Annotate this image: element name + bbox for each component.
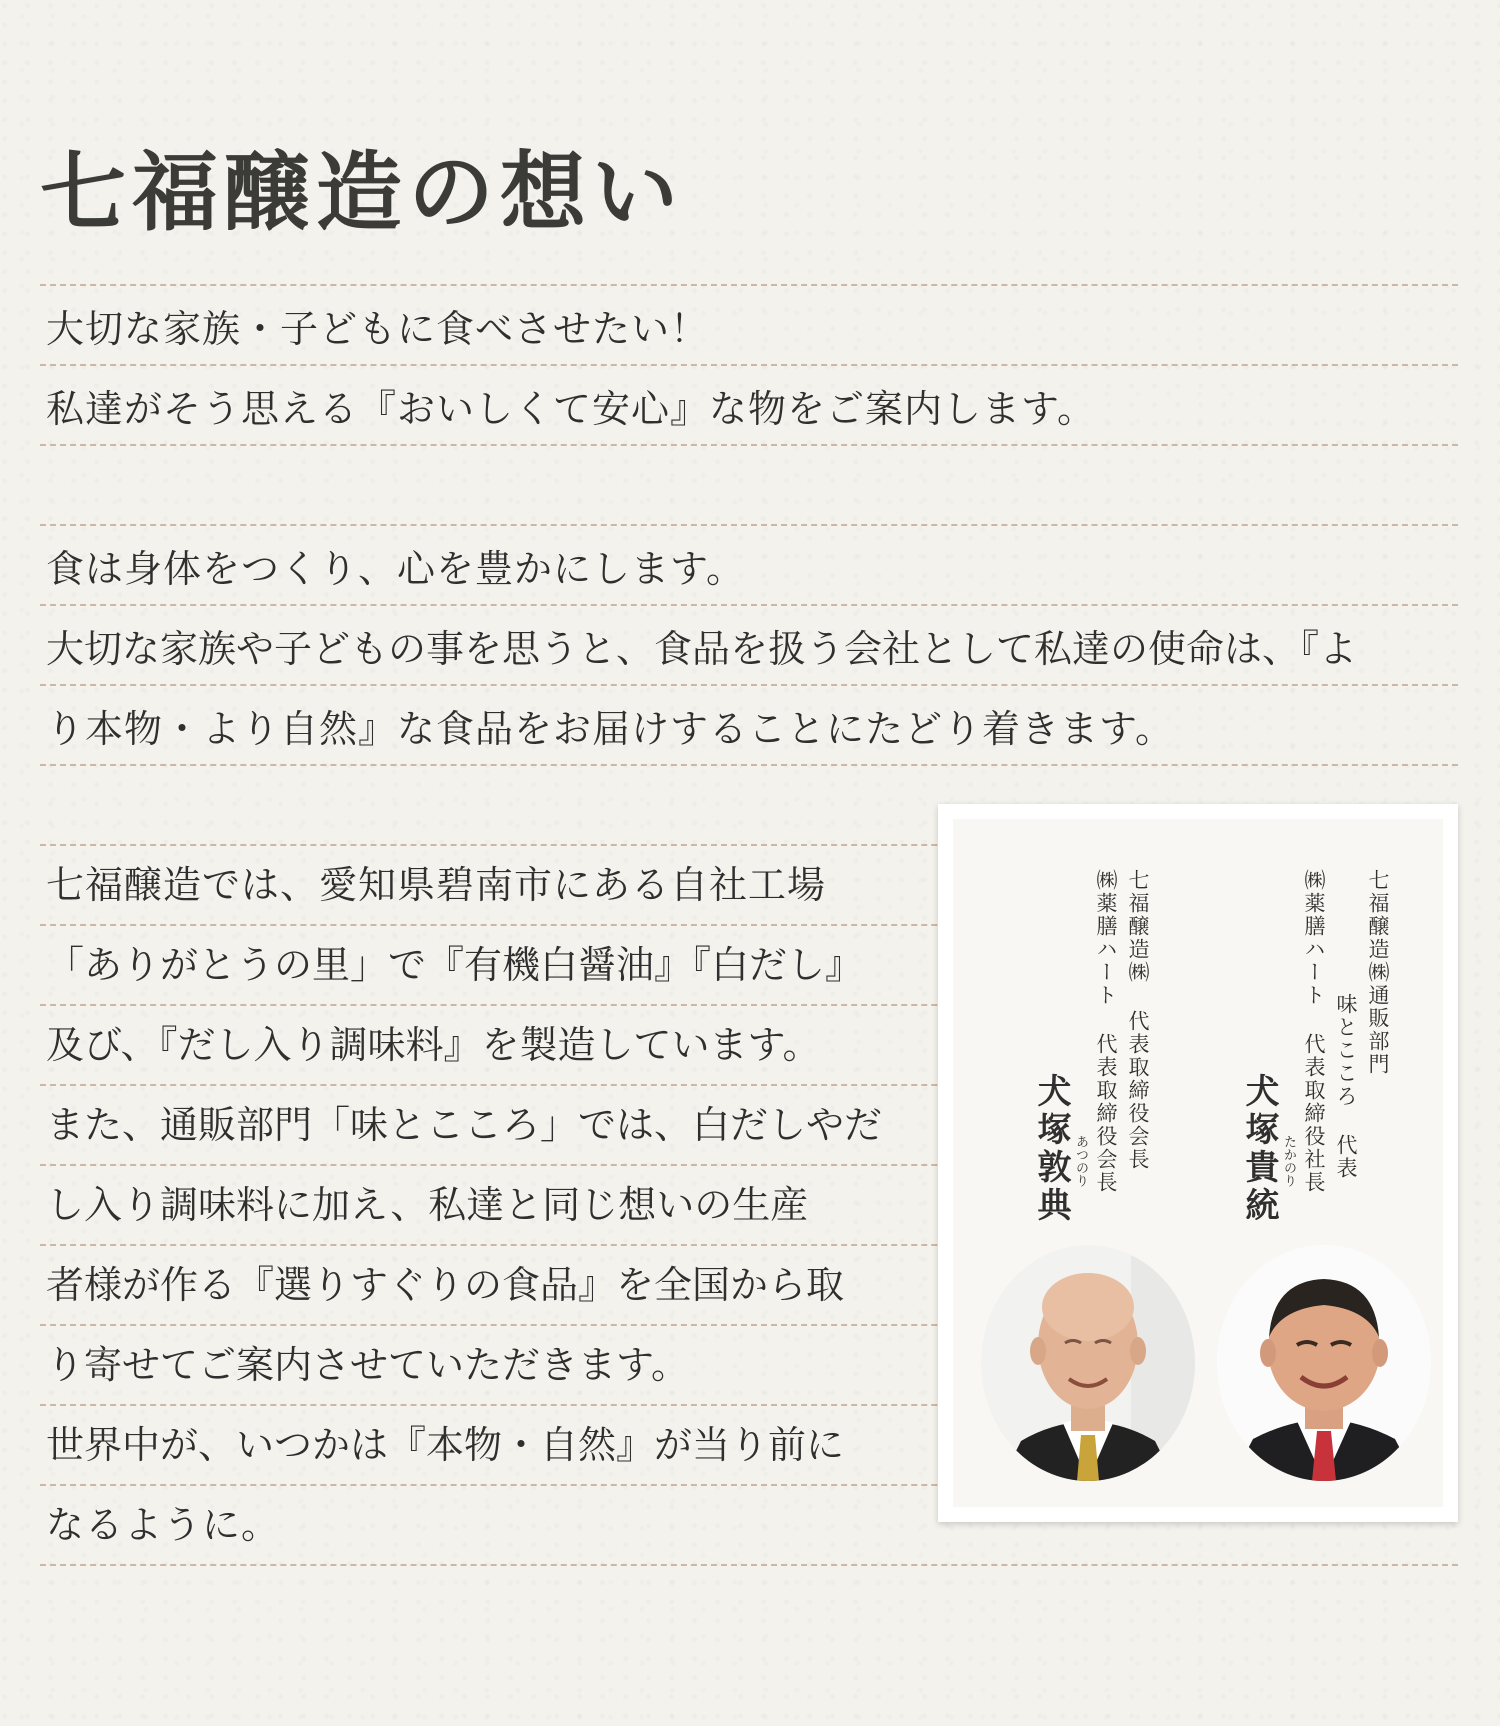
divider xyxy=(40,1564,1458,1566)
left-title-line: ㈱薬膳ハート 代表取締役会長 xyxy=(1094,869,1118,1194)
divider xyxy=(40,764,1458,766)
right-company-line: 味とこころ 代表 xyxy=(1334,993,1358,1180)
page-title: 七福醸造の想い xyxy=(40,142,684,243)
divider xyxy=(40,684,1458,686)
divider xyxy=(40,364,1458,366)
portrait-chairman-image xyxy=(981,1245,1195,1481)
divider xyxy=(40,284,1458,286)
body-line: 私達がそう思える『おいしくて安心』な物をご案内します。 xyxy=(46,387,1096,431)
portrait-president xyxy=(1217,1245,1431,1481)
body-line: 世界中が、いつかは『本物・自然』が当り前に xyxy=(46,1423,845,1467)
body-line: 食は身体をつくり、心を豊かにします。 xyxy=(46,547,745,591)
body-line: 者様が作る『選りすぐりの食品』を全国から取 xyxy=(46,1263,845,1307)
right-name-ruby: たかのり xyxy=(1281,1135,1296,1187)
right-company-line: 七福醸造㈱通販部門 xyxy=(1366,869,1390,1076)
body-line: 七福醸造では、愛知県碧南市にある自社工場 xyxy=(46,863,827,907)
portrait-president-image xyxy=(1217,1245,1431,1481)
body-line: し入り調味料に加え、私達と同じ想いの生産 xyxy=(46,1183,809,1227)
divider xyxy=(40,444,1458,446)
body-line: また、通販部門「味とこころ」では、白だしやだ xyxy=(46,1103,883,1147)
body-line: 及び、『だし入り調味料』を製造しています。 xyxy=(46,1023,821,1067)
body-line: り本物・より自然』な食品をお届けすることにたどり着きます。 xyxy=(46,707,1174,751)
body-line: 大切な家族や子どもの事を思うと、食品を扱う会社として私達の使命は、『よ xyxy=(46,627,1358,671)
left-person-name: 犬塚敦典 xyxy=(1031,1073,1071,1225)
body-line: り寄せてご案内させていただきます。 xyxy=(46,1343,689,1387)
portrait-chairman xyxy=(981,1245,1195,1481)
body-line: なるように。 xyxy=(46,1503,281,1547)
right-person-name: 犬塚貴統 xyxy=(1239,1073,1279,1225)
representatives-card xyxy=(938,804,1458,1522)
body-line: 大切な家族・子どもに食べさせたい！ xyxy=(46,307,710,351)
divider xyxy=(40,524,1458,526)
left-name-ruby: あつのり xyxy=(1073,1135,1088,1187)
body-line: 「ありがとうの里」で『有機白醤油』『白だし』 xyxy=(46,943,864,987)
right-title-line: ㈱薬膳ハート 代表取締役社長 xyxy=(1302,869,1326,1194)
left-company-line: 七福醸造㈱ 代表取締役会長 xyxy=(1126,869,1150,1171)
card-inner xyxy=(953,819,1443,1507)
divider xyxy=(40,604,1458,606)
